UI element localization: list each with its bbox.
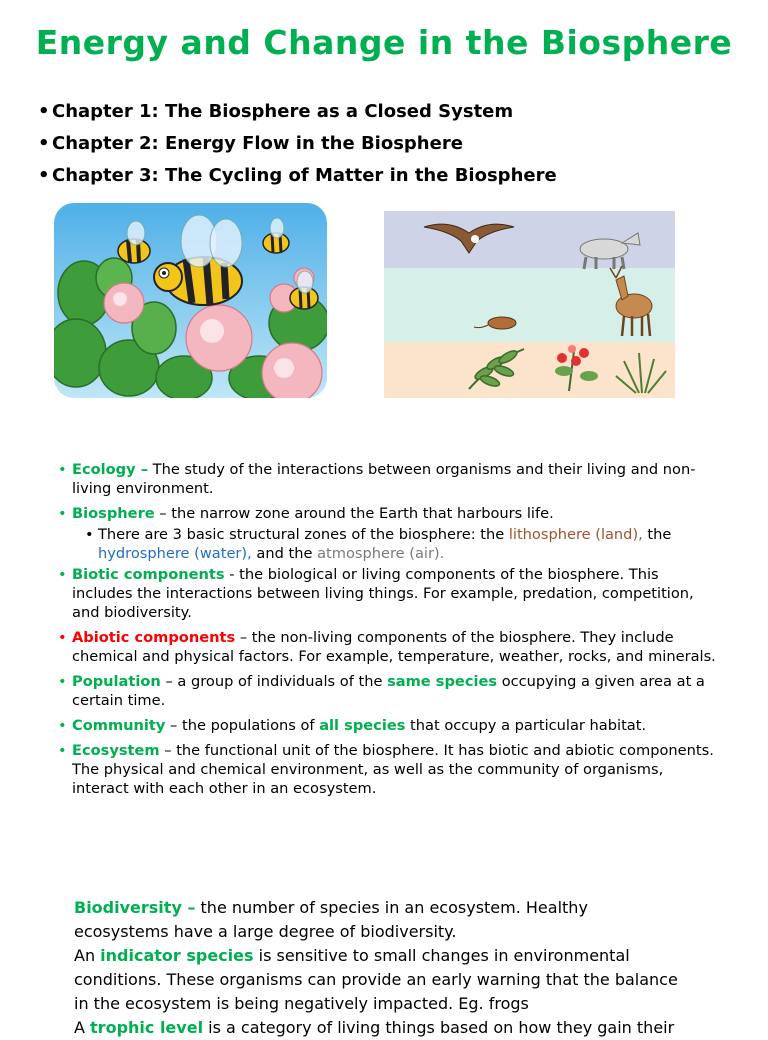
chapter-label: Chapter 2: Energy Flow in the Biosphere [52,133,463,154]
biosphere-layers-illustration [384,211,675,398]
paragraph-text: is sensitive to small changes in environmental conditions. These organisms can provide an early warning that the balance in the ecosystem is being negatively impacted. Eg. frogs [74,946,678,1013]
definition-community [58,716,718,735]
definition-text: – the populations of [165,717,320,734]
zones-item [98,525,718,563]
zones-sublist [72,525,718,563]
definition-abiotic [58,628,718,666]
chapter-label: Chapter 3: The Cycling of Matter in the Biosphere [52,165,557,186]
highlight-all-species: all species [319,717,406,734]
term-biodiversity: Biodiversity – [74,898,196,917]
chapter-item: • Chapter 2: Energy Flow in the Biosphere [38,133,463,154]
hydrosphere-term: hydrosphere (water), [98,545,252,562]
definition-text: occupying a given area at a certain time. [72,673,705,709]
bees-clover-illustration [54,203,327,398]
zones-text: and the [251,545,318,562]
definition-ecology [58,460,718,498]
definition-population [58,672,718,710]
definition-text: - the biological or living components of the biosphere. This includes the interactions between living things. For example, predation, competition, and biodiversity. [72,566,694,621]
term-population: Population [72,673,161,690]
bottom-notes [74,896,684,1040]
term-community: Community [72,717,166,734]
chapter-item: • Chapter 1: The Biosphere as a Closed System [38,101,514,122]
biodiversity-paragraph [74,896,684,944]
term-ecology: Ecology – [72,461,149,478]
chapter-label: Chapter 1: The Biosphere as a Closed System [52,101,514,122]
definition-text: that occupy a particular habitat. [405,717,647,734]
atmosphere-term: atmosphere (air). [317,545,445,562]
page-title: Energy and Change in the Biosphere [35,23,733,62]
term-biotic: Biotic components [72,566,225,583]
zones-text: the [642,526,672,543]
term-biosphere: Biosphere [72,505,155,522]
definition-text: – the narrow zone around the Earth that harbours life. [154,505,554,522]
zones-text: There are 3 basic structural zones of the biosphere: the [98,526,509,543]
term-abiotic: Abiotic components [72,629,236,646]
definition-biotic [58,565,718,622]
term-ecosystem: Ecosystem [72,742,160,759]
definition-text: – the functional unit of the biosphere. It has biotic and abiotic components. The physical and chemical environment, as well as the community of organisms, interact with each other in an ecosystem. [72,742,714,797]
definition-ecosystem [58,741,718,798]
paragraph-text: is a category of living things based on how they gain their [203,1018,675,1037]
term-trophic-level: trophic level [90,1018,204,1037]
paragraph-text: An [74,946,101,965]
trophic-paragraph [74,1016,684,1040]
lithosphere-term: lithosphere (land), [508,526,643,543]
paragraph-text: A [74,1018,91,1037]
definition-text: – the non-living components of the biosphere. They include chemical and physical factors. For example, temperature, weather, rocks, and minerals. [72,629,716,665]
chapter-list [38,96,557,192]
indicator-paragraph [74,944,684,1016]
definition-text: The study of the interactions between organisms and their living and non-living environment. [72,461,696,497]
term-indicator-species: indicator species [100,946,254,965]
chapter-item: • Chapter 3: The Cycling of Matter in the Biosphere [38,165,557,186]
definition-list [58,460,718,804]
definition-biosphere [58,504,718,563]
highlight-same-species: same species [387,673,498,690]
definition-text: – a group of individuals of the [160,673,388,690]
paragraph-text: the number of species in an ecosystem. Healthy ecosystems have a large degree of biodiversity. [74,898,588,941]
